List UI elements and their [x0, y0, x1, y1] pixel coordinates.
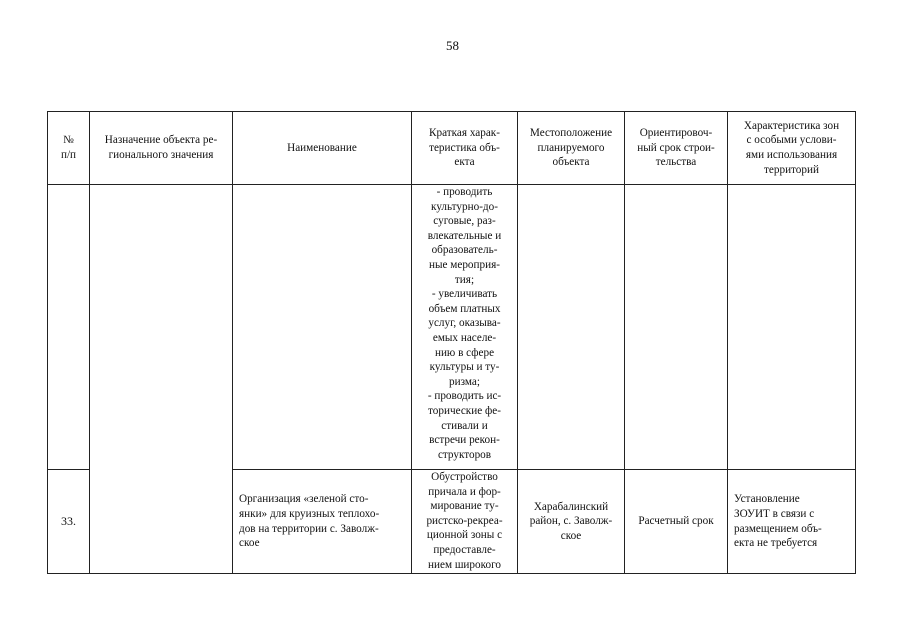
row2-term: Расчетный срок: [625, 470, 728, 574]
header-number: № п/п: [48, 112, 90, 185]
regional-objects-table: [47, 111, 856, 574]
header-purpose: Назначение объекта ре- гионального значения: [90, 112, 233, 185]
row1-location: [518, 185, 625, 470]
purpose-cell: [90, 185, 233, 574]
row2-number: 33.: [48, 470, 90, 574]
row1-description: - проводить культурно-до- суговые, раз- влекательные и образователь- ные мероприя- тия; - увеличивать объем платных услуг, оказыва- емых населе- нию в сфере культуры и ту- ризма; - проводить ис- торические фе- стивали и встречи рекон- структоров: [412, 185, 518, 470]
row1-name: [233, 185, 412, 470]
row2-description: Обустройство причала и фор- мирование ту- ристско-рекреа- ционной зоны с предоставле- нием широкого: [412, 470, 518, 574]
page-number: 58: [446, 38, 459, 53]
row1-number: [48, 185, 90, 470]
header-zones: Характеристика зон с особыми услови- ями использования территорий: [728, 112, 856, 185]
header-name: Наименование: [233, 112, 412, 185]
header-location: Местоположение планируемого объекта: [518, 112, 625, 185]
table-row: [48, 185, 856, 470]
header-description: Краткая харак- теристика объ- екта: [412, 112, 518, 185]
row2-name: Организация «зеленой сто- янки» для круизных теплохо- дов на территории с. Заволж- ское: [233, 470, 412, 574]
row2-location: Харабалинский район, с. Заволж- ское: [518, 470, 625, 574]
header-row: [48, 112, 856, 185]
row2-zones: Установление ЗОУИТ в связи с размещением объ- екта не требуется: [728, 470, 856, 574]
row1-zones: [728, 185, 856, 470]
header-term: Ориентировоч- ный срок строи- тельства: [625, 112, 728, 185]
row1-term: [625, 185, 728, 470]
